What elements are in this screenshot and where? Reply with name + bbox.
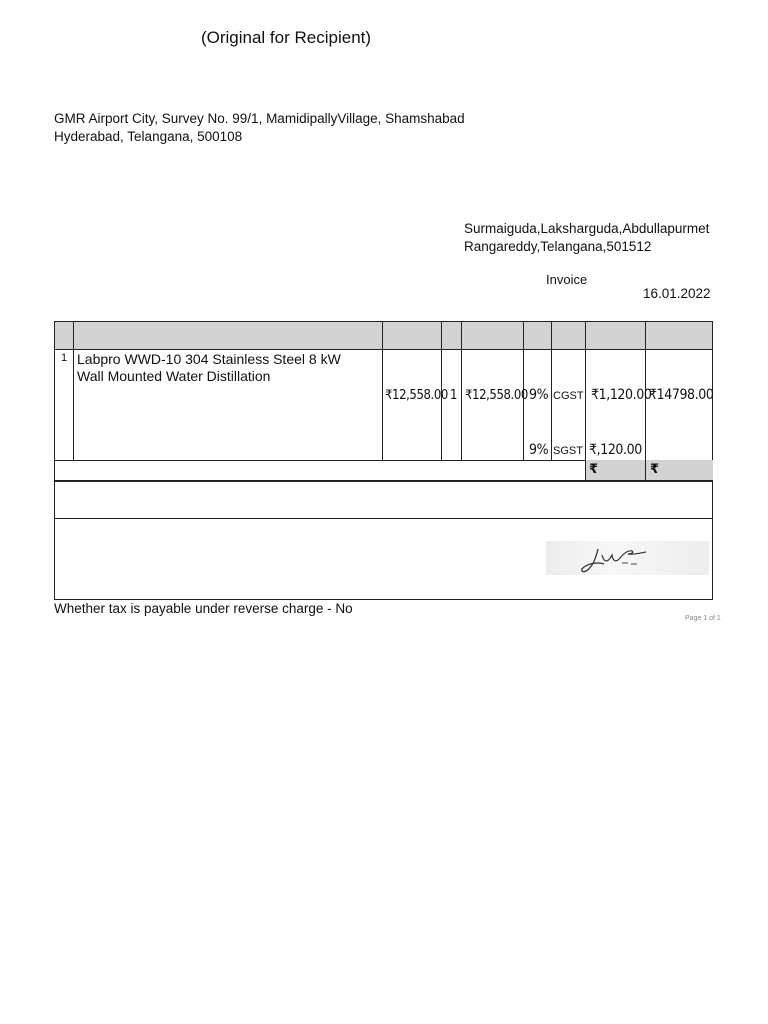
item-qty: 1	[450, 388, 458, 403]
header-cell-description	[74, 322, 383, 350]
row-divider	[55, 518, 712, 519]
buyer-address-line2: Rangareddy,Telangana,501512	[464, 239, 652, 254]
column-divider	[645, 350, 646, 460]
item-sgst-type: SGST	[553, 445, 583, 457]
header-cell-unit-price	[383, 322, 442, 350]
signature-image	[546, 541, 709, 575]
item-unit-price: ₹12,558.00	[385, 388, 448, 403]
grand-total-cell	[645, 460, 713, 480]
column-divider	[73, 350, 74, 460]
column-divider	[585, 350, 586, 460]
item-cgst-rate: 9%	[529, 387, 549, 403]
item-cgst-amount: ₹1,120.00	[591, 387, 652, 403]
seller-address-line2: Hyderabad, Telangana, 500108	[54, 129, 243, 144]
column-divider	[551, 350, 552, 460]
item-total-amount: ₹14798.00	[649, 387, 714, 403]
total-tax-cell	[585, 460, 647, 480]
item-description-line2: Wall Mounted Water Distillation	[77, 368, 271, 384]
header-cell-qty	[442, 322, 462, 350]
header-cell-sl	[55, 322, 74, 350]
invoice-title: Invoice	[546, 272, 588, 287]
seller-address-line1: GMR Airport City, Survey No. 99/1, MamidipallyVillage, Shamshabad	[54, 111, 465, 126]
copy-label: (Original for Recipient)	[200, 28, 372, 47]
header-cell-net-amount	[462, 322, 524, 350]
column-divider	[382, 350, 383, 460]
header-cell-total-amount	[646, 322, 712, 350]
buyer-address	[464, 220, 709, 256]
row-divider	[55, 480, 712, 482]
total-tax-symbol: ₹	[589, 461, 599, 476]
signature-scribble-icon	[546, 541, 709, 575]
grand-total-symbol: ₹	[650, 461, 660, 476]
item-sl: 1	[61, 352, 68, 364]
header-cell-tax-type	[552, 322, 586, 350]
item-description	[77, 351, 341, 385]
column-divider	[523, 350, 524, 460]
page-number: Page 1 of 1	[685, 615, 721, 622]
header-cell-tax-amount	[586, 322, 646, 350]
item-sgst-rate: 9%	[529, 442, 549, 458]
item-cgst-type: CGST	[553, 390, 584, 402]
seller-address	[54, 110, 465, 146]
column-divider	[441, 350, 442, 460]
column-divider	[461, 350, 462, 460]
item-description-line1: Labpro WWD-10 304 Stainless Steel 8 kW	[77, 351, 341, 367]
buyer-address-line1: Surmaiguda,Laksharguda,Abdullapurmet	[464, 221, 710, 236]
invoice-date: 16.01.2022	[643, 286, 711, 301]
header-cell-tax-rate	[524, 322, 552, 350]
item-sgst-amount: ₹,120.00	[589, 442, 642, 458]
reverse-charge-note: Whether tax is payable under reverse charge - No	[54, 601, 353, 616]
item-net-amount: ₹12,558.00	[465, 388, 528, 403]
